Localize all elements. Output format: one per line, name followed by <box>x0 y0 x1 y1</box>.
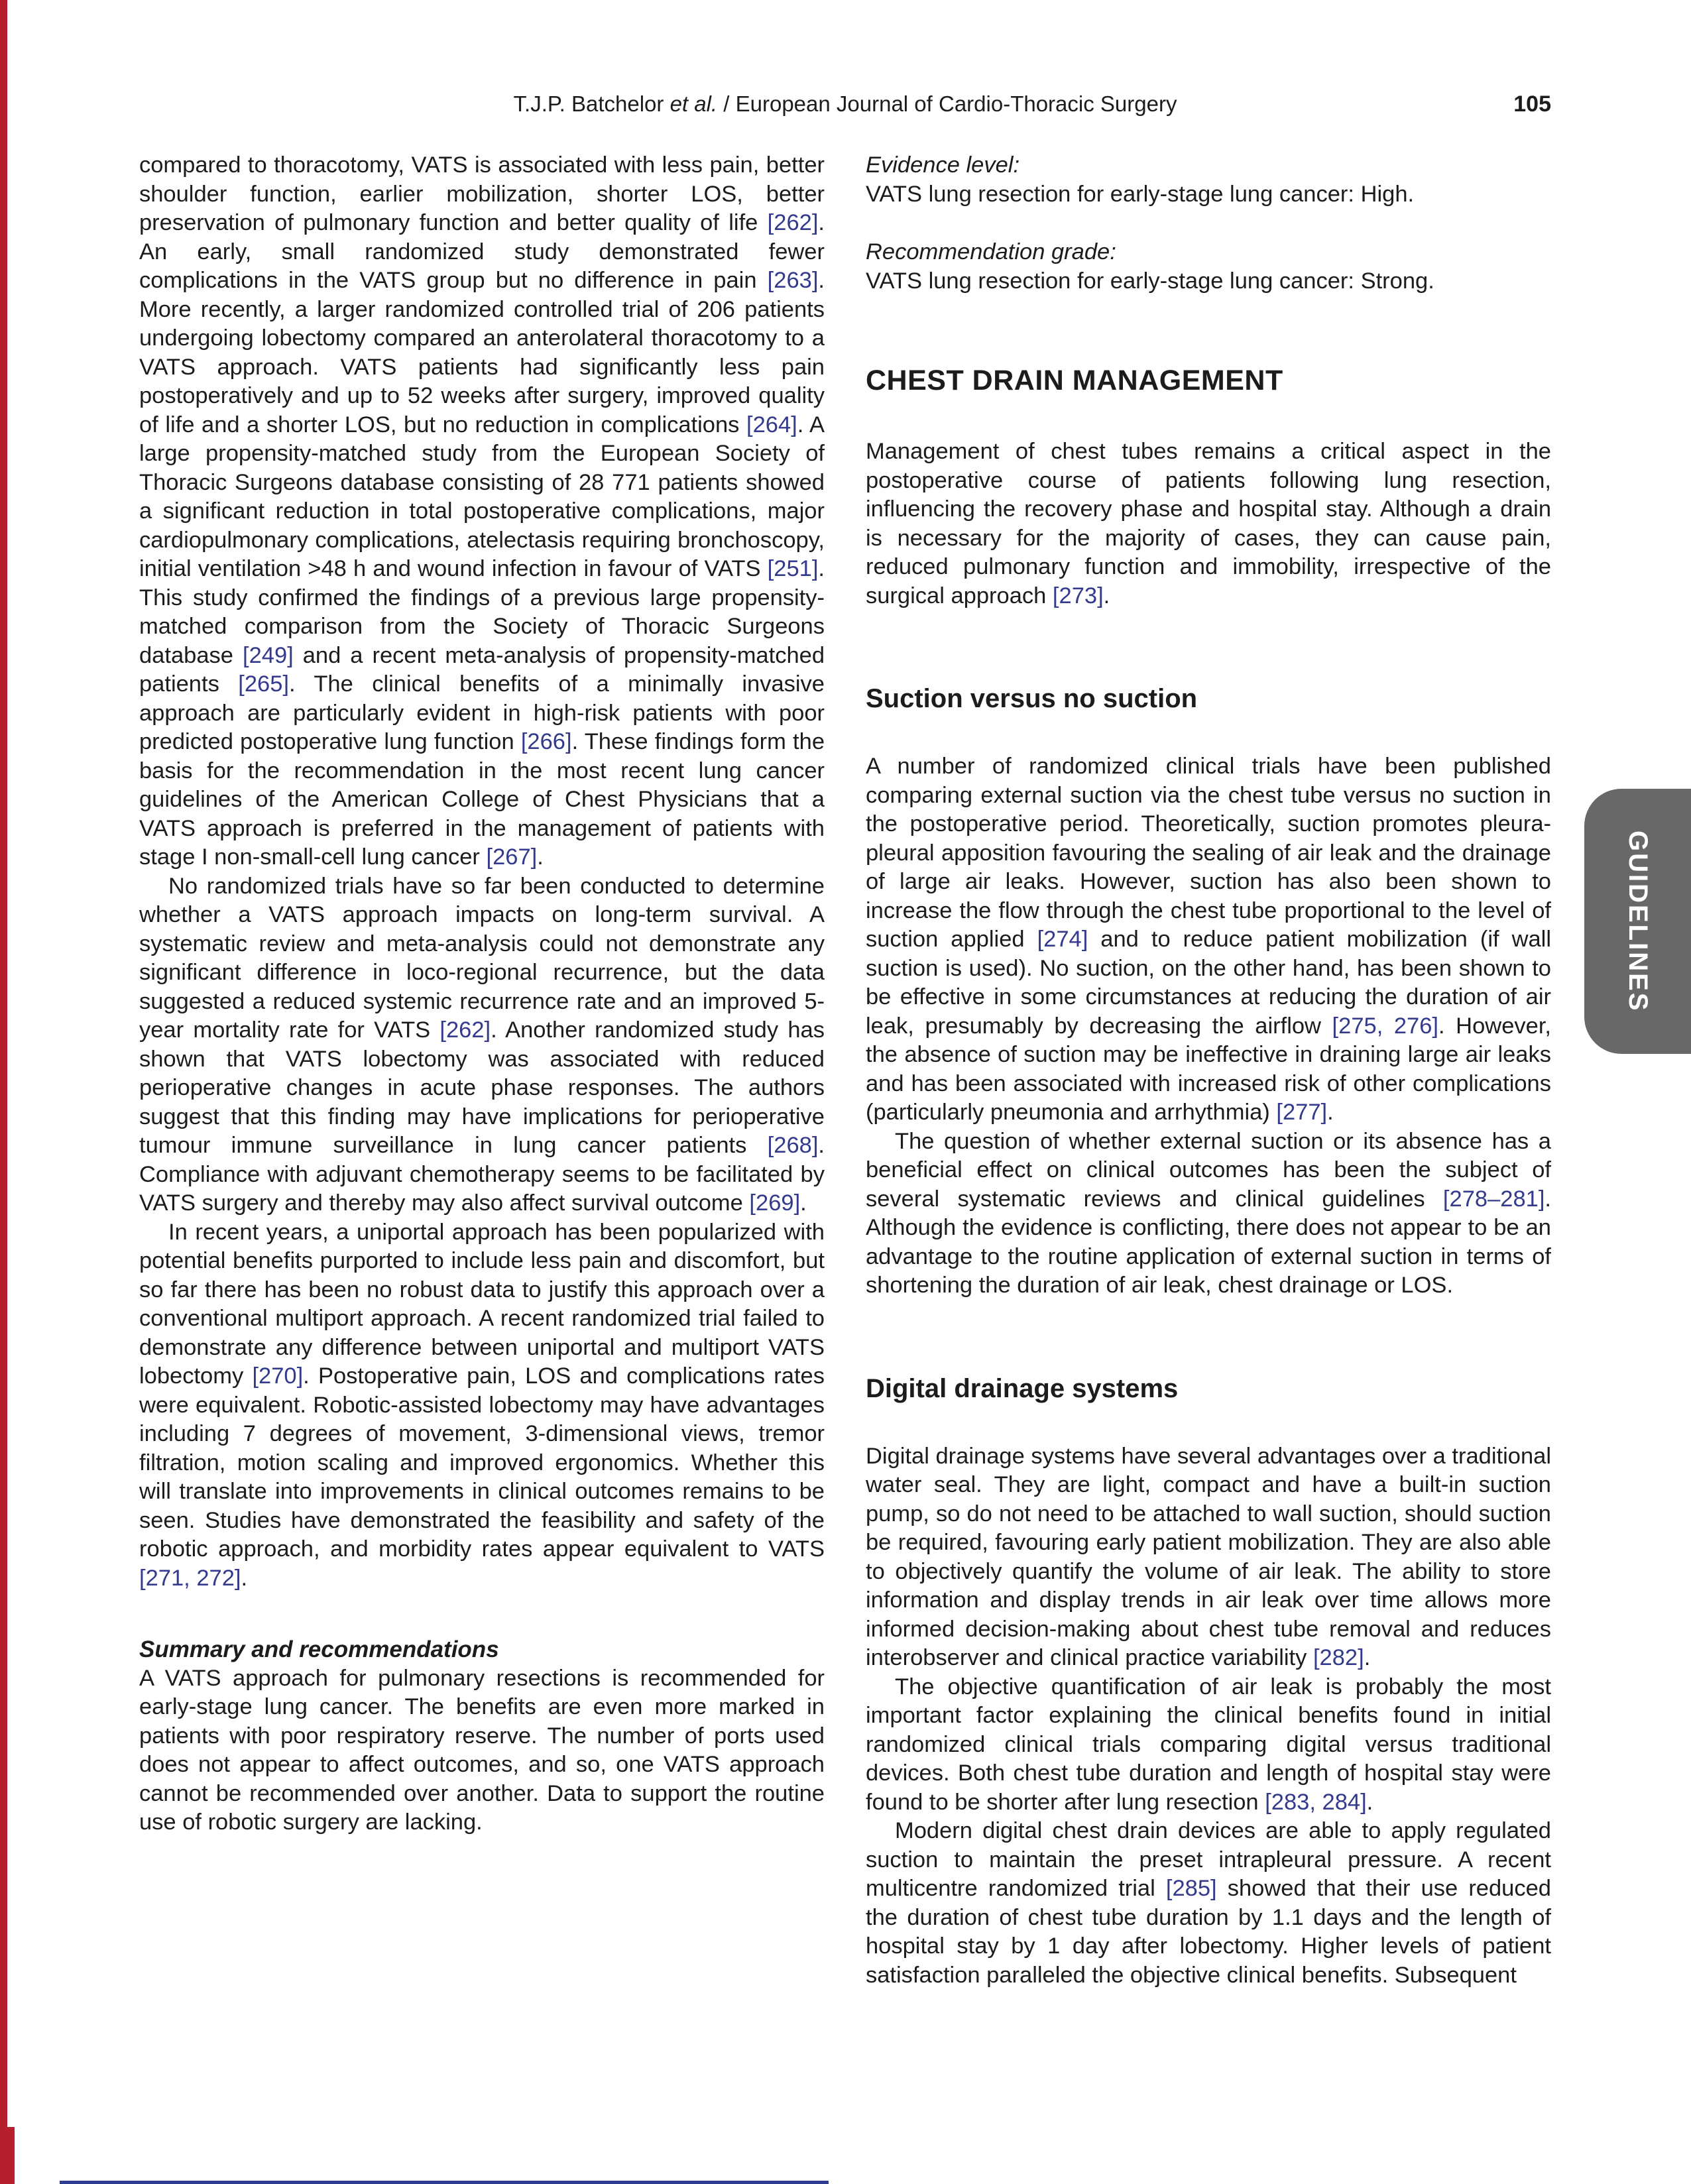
right-column <box>866 151 1551 1990</box>
chest-drain-management-heading: CHEST DRAIN MANAGEMENT <box>866 365 1283 396</box>
citation-link[interactable]: [273] <box>1052 583 1104 608</box>
citation-link[interactable]: [270] <box>252 1363 304 1389</box>
paragraph-digital-advantages: Digital drainage systems have several advantages over a traditional water seal. They are light, compact and have a built-in suction pump, so do not need to be attached to wall suction, should suction be required, favouring early patient mobilization. They are also able to objectively quantify the volume of air leak. The ability to store information and display trends in air leak over time allows more informed decision-making about chest tube removal and reduces interobserver and clinical practice variability [282]. <box>866 1443 1551 1670</box>
two-column-body <box>139 151 1551 1990</box>
citation-link[interactable]: [283, 284] <box>1265 1789 1367 1815</box>
citation-link[interactable]: [268] <box>767 1133 819 1158</box>
citation-link[interactable]: [282] <box>1312 1645 1364 1670</box>
paragraph-suction-trials: A number of randomized clinical trials have been published comparing external suction via the chest tube versus no suction in the postoperative period. Theoretically, suction promotes pleura-pleural apposition favouring the sealing of air leak and the drainage of large air leaks. However, suction has also been shown to increase the flow through the chest tube proportional to the level of suction applied [274] and to reduce patient mobilization (if wall suction is used). No suction, on the other hand, has been shown to be effective in some circumstances at reducing the duration of air leak, presumably by decreasing the airflow [275, 276]. However, the absence of suction may be ineffective in draining large air leaks and has been associated with increased risk of other complications (particularly pneumonia and arrhythmia) [277]. <box>866 754 1552 1125</box>
citation-link[interactable]: [266] <box>520 729 572 754</box>
citation-link[interactable]: [271, 272] <box>139 1565 241 1591</box>
citation-link[interactable]: [251] <box>767 556 819 581</box>
digital-drainage-systems-heading: Digital drainage systems <box>866 1373 1179 1403</box>
citation-link[interactable]: [262] <box>439 1017 491 1043</box>
evidence-level-label: Evidence level: <box>866 152 1020 178</box>
guidelines-tab-label: GUIDELINES <box>1623 830 1653 1013</box>
citation-link[interactable]: [277] <box>1276 1100 1328 1125</box>
citation-link[interactable]: [275, 276] <box>1332 1013 1439 1039</box>
recommendation-grade-label: Recommendation grade: <box>866 239 1116 264</box>
citation-link[interactable]: [285] <box>1165 1876 1217 1901</box>
paragraph-summary-recommendation: A VATS approach for pulmonary resections is recommended for early-stage lung cancer. The benefits are even more marked in patients with poor respiratory reserve. The number of ports used does not appear to affect outcomes, and so, one VATS approach cannot be recommended over another. Data to support the routine use of robotic surgery are lacking. <box>139 1665 825 1835</box>
citation-link[interactable]: [264] <box>746 412 797 437</box>
paragraph-suction-guidelines: The question of whether external suction or its absence has a beneficial effect on clinical outcomes has been the subject of several systematic reviews and clinical guidelines [278–281]. Although the evidence is conflicting, there does not appear to be an advantage to the routine application of external suction in terms of shortening the duration of air leak, chest drainage or LOS. <box>866 1128 1551 1298</box>
paragraph-digital-regulated-suction: Modern digital chest drain devices are able to apply regulated suction to maintain the preset intrapleural pressure. A recent multicentre randomized trial [285] showed that their use reduced the duration of chest tube duration by 1.1 days and the length of hospital stay by 1 day after lobectomy. Higher levels of patient satisfaction paralleled the objective clinical benefits. Subsequent <box>866 1818 1551 1988</box>
citation-link[interactable]: [263] <box>767 268 819 293</box>
left-accent-foot <box>0 2127 15 2184</box>
citation-link[interactable]: [267] <box>486 844 538 870</box>
header-et-al: et al. <box>670 91 718 116</box>
citation-link[interactable]: [274] <box>1037 927 1088 952</box>
citation-link[interactable]: [278–281] <box>1442 1186 1545 1212</box>
paragraph-uniportal-robotic: In recent years, a uniportal approach has been popularized with potential benefits purported to include less pain and discomfort, but so far there has been no robust data to justify this approach over a conventional multiport approach. A recent randomized trial failed to demonstrate any difference between uniportal and multiport VATS lobectomy [270]. Postoperative pain, LOS and complications rates were equivalent. Robotic-assisted lobectomy may have advantages including 7 degrees of movement, 3-dimensional views, tremor filtration, motion scaling and improved ergonomics. Whether this will translate into improvements in clinical outcomes remains to be seen. Studies have demonstrated the feasibility and safety of the robotic approach, and morbidity rates appear equivalent to VATS [271, 272]. <box>139 1219 825 1591</box>
paragraph-vats-benefits: compared to thoracotomy, VATS is associated with less pain, better shoulder function, earlier mobilization, shorter LOS, better preservation of pulmonary function and better quality of life [262]. An early, small randomized study demonstrated fewer complications in the VATS group but no difference in pain [263]. More recently, a larger randomized controlled trial of 206 patients undergoing lobectomy compared an anterolateral thoracotomy to a VATS approach. VATS patients had significantly less pain postoperatively and up to 52 weeks after surgery, improved quality of life and a shorter LOS, but no reduction in complications [264]. A large propensity-matched study from the European Society of Thoracic Surgeons database consisting of 28 771 patients showed a significant reduction in total postoperative complications, major cardiopulmonary complications, atelectasis requiring bronchoscopy, initial ventilation >48 h and wound infection in favour of VATS [251]. This study confirmed the findings of a previous large propensity-matched comparison from the Society of Thoracic Surgeons database [249] and a recent meta-analysis of propensity-matched patients [265]. The clinical benefits of a minimally invasive approach are particularly evident in high-risk patients with poor predicted postoperative lung function [266]. These findings form the basis for the recommendation in the most recent lung cancer guidelines of the American College of Chest Physicians that a VATS approach is preferred in the management of patients with stage I non-small-cell lung cancer [267]. <box>139 152 825 870</box>
paragraph-chest-drain-intro: Management of chest tubes remains a critical aspect in the postoperative course of patients following lung resection, influencing the recovery phase and hospital stay. Although a drain is necessary for the majority of cases, they can cause pain, reduced pulmonary function and immobility, irrespective of the surgical approach [273]. <box>866 439 1551 608</box>
page-number: 105 <box>1513 91 1551 117</box>
header-journal: / European Journal of Cardio-Thoracic Surgery <box>717 91 1177 116</box>
evidence-level-text: VATS lung resection for early-stage lung cancer: High. <box>866 181 1415 207</box>
summary-and-recommendations-heading: Summary and recommendations <box>139 1637 499 1662</box>
left-accent-bar <box>0 0 7 2184</box>
running-header <box>139 91 1551 119</box>
citation-link[interactable]: [262] <box>767 210 819 235</box>
paragraph-digital-quantification: The objective quantification of air leak is probably the most important factor explaining the clinical benefits found in initial randomized clinical trials comparing digital versus traditional devices. Both chest tube duration and length of hospital stay were found to be shorter after lung resection [283, 284]. <box>866 1674 1551 1815</box>
left-column <box>139 151 825 1990</box>
paragraph-long-term-survival: No randomized trials have so far been conducted to determine whether a VATS approach impacts on long-term survival. A systematic review and meta-analysis could not demonstrate any significant difference in loco-regional recurrence, but the data suggested a reduced systemic recurrence rate and an improved 5-year mortality rate for VATS [262]. Another randomized study has shown that VATS lobectomy was associated with reduced perioperative changes in acute phase responses. The authors suggest that this finding may have implications for perioperative tumour immune surveillance in lung cancer patients [268]. Compliance with adjuvant chemotherapy seems to be facilitated by VATS surgery and thereby may also affect survival outcome [269]. <box>139 873 825 1216</box>
running-header-title <box>514 91 1177 117</box>
header-authors: T.J.P. Batchelor <box>513 91 664 116</box>
footer-rule <box>60 2181 829 2184</box>
citation-link[interactable]: [265] <box>238 671 289 697</box>
suction-versus-no-suction-heading: Suction versus no suction <box>866 684 1198 713</box>
citation-link[interactable]: [249] <box>242 642 294 668</box>
guidelines-side-tab <box>1584 789 1691 1054</box>
citation-link[interactable]: [269] <box>749 1190 801 1216</box>
recommendation-grade-text: VATS lung resection for early-stage lung cancer: Strong. <box>866 268 1434 294</box>
